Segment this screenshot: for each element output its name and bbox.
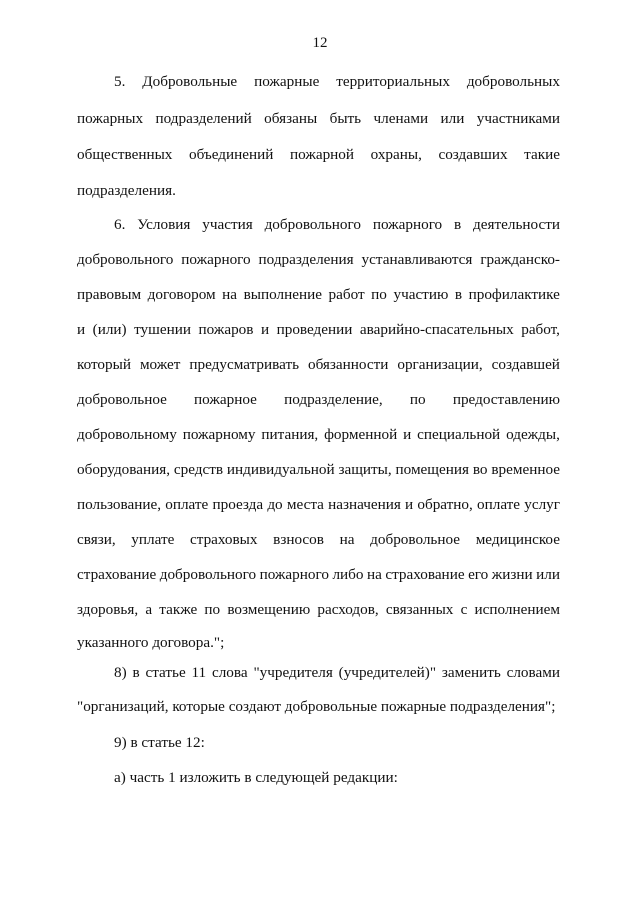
word: специальной bbox=[417, 426, 501, 443]
text-line bbox=[77, 495, 560, 515]
word: добровольных bbox=[466, 73, 560, 90]
word: пожарные bbox=[254, 73, 320, 90]
word: территориальных bbox=[336, 73, 450, 90]
word: пожарному bbox=[182, 426, 256, 443]
word: на bbox=[222, 286, 238, 303]
word: по bbox=[409, 391, 426, 408]
word: подразделение, bbox=[284, 391, 383, 408]
word: аварийно-спасательных bbox=[359, 321, 514, 338]
word: обязаны bbox=[264, 110, 318, 127]
word: добровольное bbox=[77, 391, 167, 408]
text-line: 9) в статье 12: bbox=[114, 734, 205, 751]
word: устанавливаются bbox=[361, 251, 473, 268]
text-line bbox=[77, 565, 560, 585]
word: одежды, bbox=[506, 426, 560, 443]
word: добровольному bbox=[77, 426, 177, 443]
word: медицинское bbox=[475, 531, 560, 548]
word: подразделений bbox=[155, 110, 252, 127]
word: работ, bbox=[521, 321, 560, 338]
word: пользование, bbox=[77, 496, 162, 513]
word: 8) bbox=[114, 664, 127, 681]
word: его bbox=[468, 566, 489, 583]
word: добровольного bbox=[159, 566, 257, 583]
word: оплате bbox=[477, 496, 521, 513]
word: обратно, bbox=[417, 496, 473, 513]
word: в bbox=[454, 286, 463, 303]
word: форменной bbox=[324, 426, 398, 443]
word: обязанности bbox=[307, 356, 389, 373]
word: участия bbox=[202, 216, 253, 233]
word: добровольное bbox=[370, 531, 461, 548]
word: общественных bbox=[77, 146, 173, 163]
word: возмещению bbox=[227, 601, 311, 618]
word: средств bbox=[173, 461, 224, 478]
word: заменить bbox=[441, 664, 501, 681]
word: на bbox=[366, 566, 382, 583]
word: такие bbox=[524, 146, 560, 163]
word: во bbox=[472, 461, 488, 478]
word: оборудования, bbox=[77, 461, 171, 478]
word: быть bbox=[329, 110, 362, 127]
word: помещения bbox=[395, 461, 469, 478]
word: создавших bbox=[438, 146, 508, 163]
word: предусматривать bbox=[189, 356, 300, 373]
text-line bbox=[77, 285, 560, 305]
word: жизни bbox=[491, 566, 533, 583]
word: пожаров bbox=[198, 321, 254, 338]
word: связи, bbox=[77, 531, 116, 548]
word: здоровья, bbox=[77, 601, 139, 618]
word: добровольного bbox=[77, 251, 174, 268]
word: в bbox=[132, 664, 140, 681]
text-line bbox=[114, 663, 560, 683]
word: (учредителей)" bbox=[338, 664, 437, 681]
word: назначения bbox=[328, 496, 401, 513]
word: уплате bbox=[131, 531, 175, 548]
text-line bbox=[77, 109, 560, 129]
word: может bbox=[139, 356, 181, 373]
word: объединений bbox=[188, 146, 274, 163]
word: исполнением bbox=[474, 601, 560, 618]
word: либо bbox=[332, 566, 364, 583]
word: проезда bbox=[212, 496, 264, 513]
word: с bbox=[460, 601, 468, 618]
word: работ bbox=[328, 286, 365, 303]
word: (или) bbox=[92, 321, 127, 338]
word: профилактике bbox=[468, 286, 560, 303]
word: тушении bbox=[134, 321, 191, 338]
word: Условия bbox=[137, 216, 191, 233]
word: Добровольные bbox=[142, 73, 238, 90]
text-line bbox=[114, 72, 560, 92]
word: организации, bbox=[397, 356, 483, 373]
text-line bbox=[77, 355, 560, 375]
word: деятельности bbox=[473, 216, 560, 233]
word: словами bbox=[506, 664, 560, 681]
word: по bbox=[371, 286, 387, 303]
word: пожарного bbox=[181, 251, 251, 268]
word: предоставлению bbox=[452, 391, 560, 408]
word: и bbox=[77, 321, 86, 338]
word: а bbox=[145, 601, 153, 618]
word: оплате bbox=[165, 496, 209, 513]
word: и bbox=[260, 321, 270, 338]
word: на bbox=[339, 531, 355, 548]
word: расходов, bbox=[317, 601, 379, 618]
word: 6. bbox=[114, 216, 126, 233]
word: до bbox=[267, 496, 283, 513]
word: защиты, bbox=[338, 461, 392, 478]
text-line: а) часть 1 изложить в следующей редакции: bbox=[114, 769, 398, 786]
word: подразделения bbox=[258, 251, 354, 268]
word: пожарных bbox=[77, 110, 144, 127]
word: проведении bbox=[276, 321, 353, 338]
word: временное bbox=[491, 461, 560, 478]
word: охраны, bbox=[370, 146, 422, 163]
word: также bbox=[159, 601, 198, 618]
word: который bbox=[77, 356, 131, 373]
word: 5. bbox=[114, 73, 126, 90]
word: пожарного bbox=[259, 566, 329, 583]
page-number: 12 bbox=[312, 35, 328, 51]
word: 11 bbox=[191, 664, 207, 681]
text-line: "организаций, которые создают добровольные пожарные подразделения"; bbox=[77, 698, 556, 715]
text-line bbox=[77, 250, 560, 270]
word: участию bbox=[393, 286, 449, 303]
word: добровольного bbox=[264, 216, 361, 233]
word: "учредителя bbox=[253, 664, 333, 681]
word: создавшей bbox=[491, 356, 560, 373]
word: питания, bbox=[261, 426, 319, 443]
word: услуг bbox=[524, 496, 560, 513]
word: договором bbox=[147, 286, 216, 303]
text-line bbox=[114, 215, 560, 235]
word: страхование bbox=[77, 566, 157, 583]
word: пожарной bbox=[290, 146, 355, 163]
word: связанных bbox=[385, 601, 454, 618]
word: гражданско- bbox=[480, 251, 560, 268]
word: страховых bbox=[190, 531, 258, 548]
text-line bbox=[77, 530, 560, 550]
word: места bbox=[286, 496, 324, 513]
text-line: указанного договора."; bbox=[77, 634, 225, 651]
word: или bbox=[440, 110, 465, 127]
text-line bbox=[77, 320, 560, 340]
text-line bbox=[77, 600, 560, 620]
word: страхование bbox=[385, 566, 465, 583]
word: в bbox=[454, 216, 462, 233]
word: по bbox=[204, 601, 221, 618]
word: выполнение bbox=[243, 286, 322, 303]
word: пожарное bbox=[194, 391, 257, 408]
word: слова bbox=[211, 664, 248, 681]
text-line bbox=[77, 390, 560, 410]
word: участниками bbox=[476, 110, 560, 127]
word: взносов bbox=[273, 531, 324, 548]
word: статье bbox=[145, 664, 186, 681]
text-line bbox=[77, 145, 560, 165]
word: и bbox=[405, 496, 414, 513]
word: индивидуальной bbox=[226, 461, 335, 478]
word: пожарного bbox=[372, 216, 443, 233]
word: и bbox=[403, 426, 412, 443]
text-line bbox=[77, 460, 560, 480]
word: правовым bbox=[77, 286, 142, 303]
text-line: подразделения. bbox=[77, 182, 176, 199]
word: или bbox=[536, 566, 560, 583]
word: членами bbox=[373, 110, 429, 127]
text-line bbox=[77, 425, 560, 445]
